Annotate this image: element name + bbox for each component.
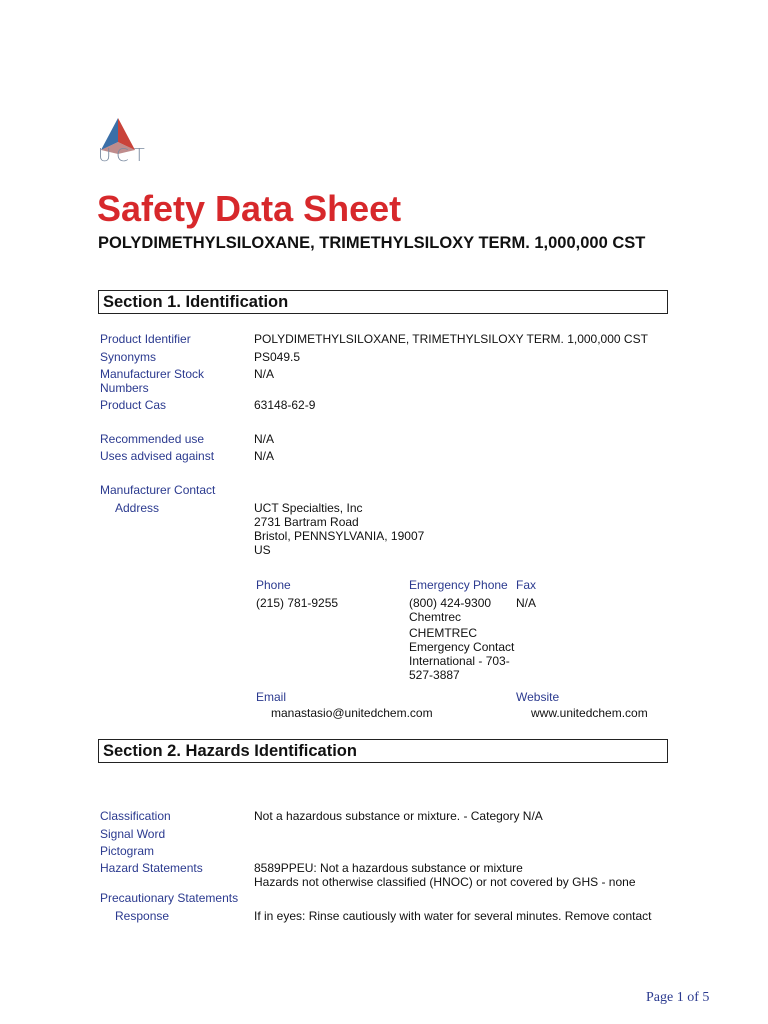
- emergency-line-1: (800) 424-9300: [409, 596, 492, 610]
- address-line-3: Bristol, PENNSYLVANIA, 19007: [254, 529, 425, 543]
- precautionary-statements-label: Precautionary Statements: [100, 891, 239, 905]
- phone-label: Phone: [256, 578, 291, 592]
- emergency-phone-label: Emergency Phone: [409, 578, 508, 592]
- signal-word-label: Signal Word: [100, 827, 166, 841]
- synonyms-value: PS049.5: [254, 350, 301, 364]
- uses-advised-against-value: N/A: [254, 449, 275, 463]
- fax-value: N/A: [516, 596, 537, 610]
- hazard-statements-line-1: 8589PPEU: Not a hazardous substance or mixture: [254, 861, 523, 875]
- uses-advised-against-label: Uses advised against: [100, 449, 215, 463]
- product-cas-label: Product Cas: [100, 398, 167, 412]
- website-label: Website: [516, 690, 560, 704]
- emergency-line-2: Chemtrec: [409, 610, 462, 624]
- logo-text: UCT: [98, 145, 150, 166]
- email-value[interactable]: manastasio@unitedchem.com: [271, 706, 433, 720]
- emergency-line-3: CHEMTREC: [409, 626, 477, 640]
- address-label: Address: [115, 501, 160, 515]
- fax-label: Fax: [516, 578, 537, 592]
- email-label: Email: [256, 690, 287, 704]
- stock-numbers-label-line1: Manufacturer Stock: [100, 367, 205, 381]
- hazard-statements-label: Hazard Statements: [100, 861, 203, 875]
- recommended-use-label: Recommended use: [100, 432, 205, 446]
- phone-value: (215) 781-9255: [256, 596, 339, 610]
- address-line-4: US: [254, 543, 271, 557]
- page-number: Page 1 of 5: [646, 990, 710, 1005]
- document-title: Safety Data Sheet: [97, 188, 402, 229]
- emergency-line-4: Emergency Contact: [409, 640, 515, 654]
- address-line-1: UCT Specialties, Inc: [254, 501, 363, 515]
- emergency-line-6: 527-3887: [409, 668, 460, 682]
- pictogram-label: Pictogram: [100, 844, 155, 858]
- emergency-line-5: International - 703-: [409, 654, 510, 668]
- product-identifier-label: Product Identifier: [100, 332, 191, 346]
- product-name-heading: POLYDIMETHYLSILOXANE, TRIMETHYLSILOXY TERM. 1,000,000 CST: [98, 234, 646, 252]
- synonyms-label: Synonyms: [100, 350, 157, 364]
- recommended-use-value: N/A: [254, 432, 275, 446]
- product-cas-value: 63148-62-9: [254, 398, 316, 412]
- response-label: Response: [115, 909, 170, 923]
- section-2-heading: Section 2. Hazards Identification: [98, 739, 668, 763]
- stock-numbers-label-line2: Numbers: [100, 381, 149, 395]
- manufacturer-contact-label: Manufacturer Contact: [100, 483, 216, 497]
- section-1-heading: Section 1. Identification: [98, 290, 668, 314]
- classification-label: Classification: [100, 809, 171, 823]
- classification-value: Not a hazardous substance or mixture. - Category N/A: [254, 809, 543, 823]
- response-value: If in eyes: Rinse cautiously with water for several minutes. Remove contact: [254, 909, 652, 923]
- address-line-2: 2731 Bartram Road: [254, 515, 359, 529]
- product-identifier-value: POLYDIMETHYLSILOXANE, TRIMETHYLSILOXY TERM. 1,000,000 CST: [254, 332, 648, 346]
- hazard-statements-line-2: Hazards not otherwise classified (HNOC) or not covered by GHS - none: [254, 875, 636, 889]
- website-value[interactable]: www.unitedchem.com: [531, 706, 648, 720]
- stock-numbers-value: N/A: [254, 367, 275, 381]
